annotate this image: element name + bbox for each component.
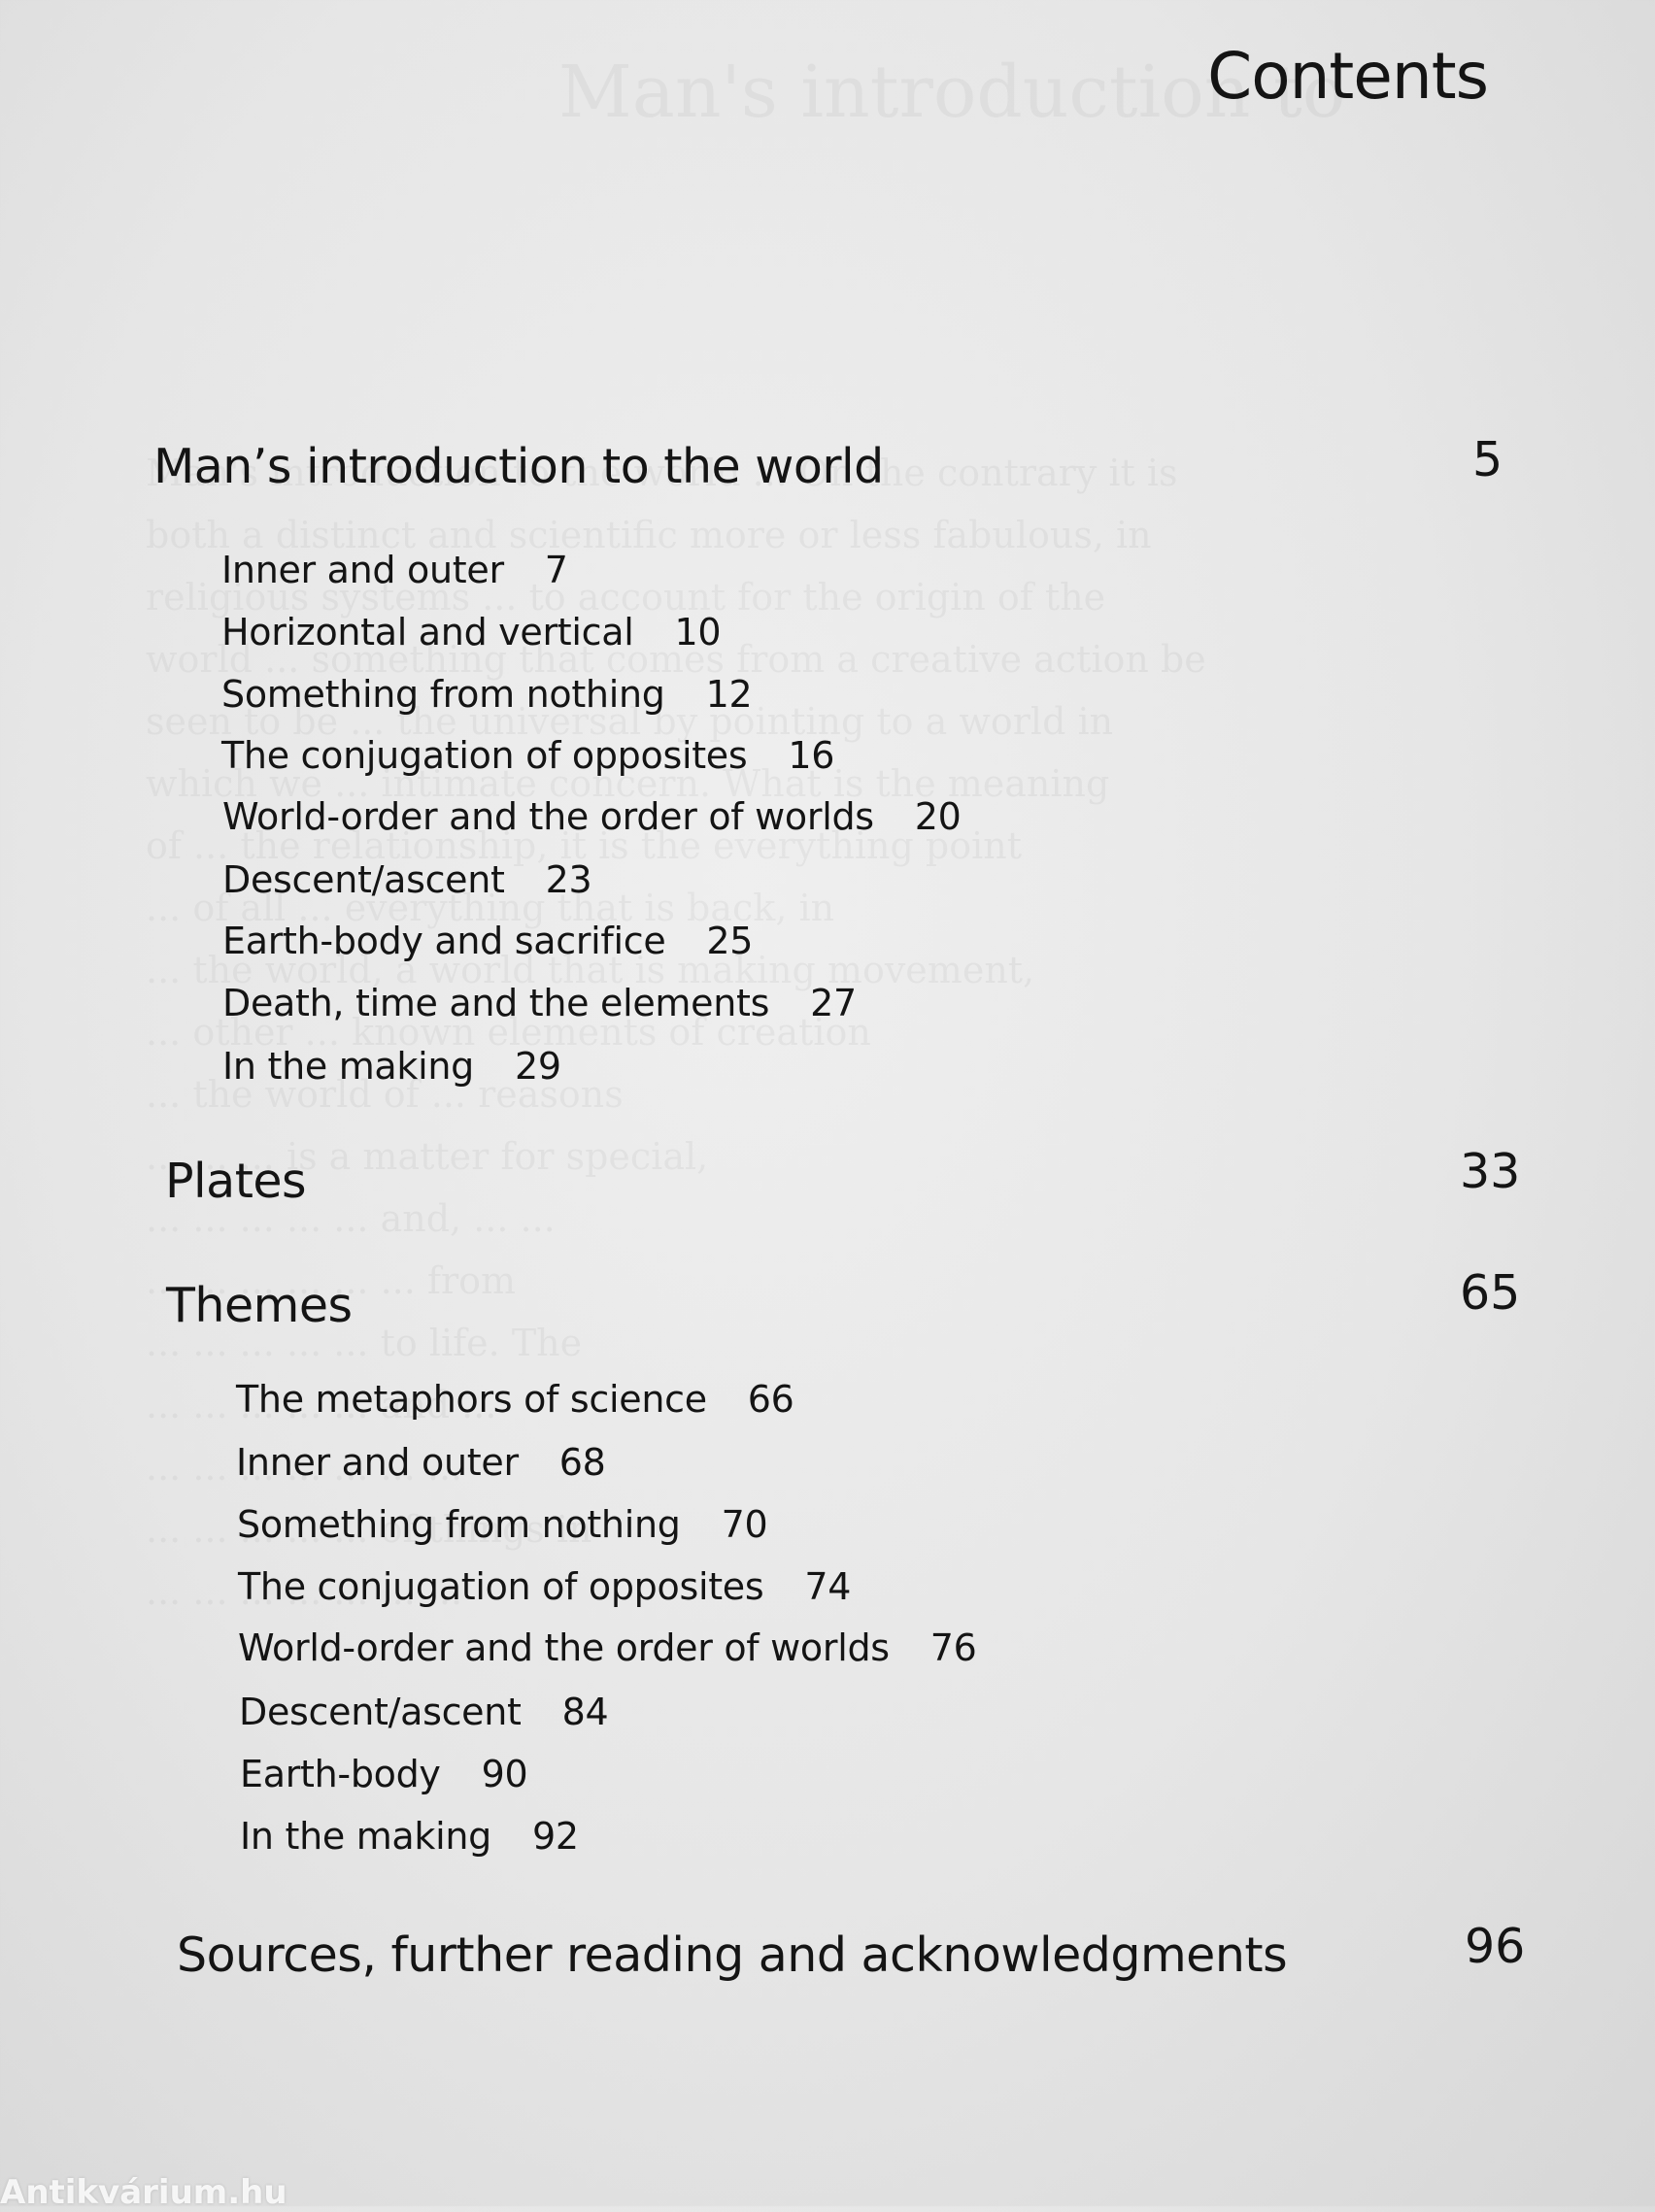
toc-entry <box>221 673 752 716</box>
entry-page: 76 <box>929 1626 977 1669</box>
entry-page: 74 <box>804 1565 852 1608</box>
entry-title: The metaphors of science <box>236 1378 707 1421</box>
entry-page: 92 <box>531 1815 579 1858</box>
entry-page: 20 <box>914 795 962 838</box>
toc-entry <box>222 1045 561 1088</box>
entry-page: 66 <box>747 1378 794 1421</box>
entry-page: 90 <box>481 1753 528 1795</box>
entry-page: 25 <box>706 920 754 962</box>
entry-page: 12 <box>705 673 753 716</box>
toc-entry <box>222 982 857 1024</box>
entry-title: World-order and the order of worlds <box>222 795 874 838</box>
entry-title: World-order and the order of worlds <box>238 1626 890 1669</box>
entry-title: Descent/ascent <box>222 858 505 901</box>
bleed-through-line <box>146 1125 1496 1188</box>
entry-title: Something from nothing <box>221 673 665 716</box>
entry-title: The conjugation of opposites <box>221 734 748 777</box>
toc-entry <box>222 795 962 838</box>
entry-page: 84 <box>561 1691 609 1733</box>
toc-entry <box>221 734 834 777</box>
entry-title: Horizontal and vertical <box>221 611 634 654</box>
entry-page: 68 <box>558 1441 606 1484</box>
page-title: Contents <box>1207 39 1488 114</box>
entry-title: Something from nothing <box>237 1503 681 1546</box>
section-title-sources: Sources, further reading and acknowledgments <box>177 1927 1288 1983</box>
section-title-themes: Themes <box>166 1278 353 1333</box>
toc-entry <box>236 1378 794 1421</box>
entry-title: The conjugation of opposites <box>238 1565 764 1608</box>
section-title-plates: Plates <box>165 1154 307 1209</box>
section-page-plates: 33 <box>1460 1144 1521 1199</box>
entry-title: Inner and outer <box>221 549 504 591</box>
toc-entry <box>240 1753 527 1795</box>
watermark: Antikvárium.hu <box>0 2173 287 2212</box>
entry-page: 10 <box>674 611 722 654</box>
toc-entry <box>238 1626 977 1669</box>
section-page-themes: 65 <box>1460 1265 1521 1321</box>
bleed-through-line <box>146 1188 1496 1250</box>
entry-page: 7 <box>544 549 568 591</box>
entry-page: 29 <box>514 1045 561 1088</box>
toc-entry <box>221 611 721 654</box>
toc-entry <box>238 1565 851 1608</box>
toc-entry <box>221 549 568 591</box>
entry-title: Earth-body and sacrifice <box>222 920 666 962</box>
entry-page: 27 <box>810 982 857 1024</box>
toc-entry <box>222 858 591 901</box>
entry-page: 16 <box>788 734 835 777</box>
section-title-intro: Man’s introduction to the world <box>153 439 884 494</box>
entry-page: 70 <box>721 1503 768 1546</box>
toc-entry <box>240 1815 579 1858</box>
toc-entry <box>237 1503 767 1546</box>
toc-entry <box>222 920 753 962</box>
entry-page: 23 <box>545 858 592 901</box>
section-page-sources: 96 <box>1465 1919 1526 1974</box>
toc-entry <box>239 1691 608 1733</box>
entry-title: Inner and outer <box>236 1441 519 1484</box>
toc-entry <box>236 1441 606 1484</box>
section-page-intro: 5 <box>1472 432 1503 487</box>
entry-title: In the making <box>240 1815 491 1858</box>
entry-title: Death, time and the elements <box>222 982 770 1024</box>
entry-title: Earth-body <box>240 1753 441 1795</box>
entry-title: In the making <box>222 1045 474 1088</box>
entry-title: Descent/ascent <box>239 1691 522 1733</box>
